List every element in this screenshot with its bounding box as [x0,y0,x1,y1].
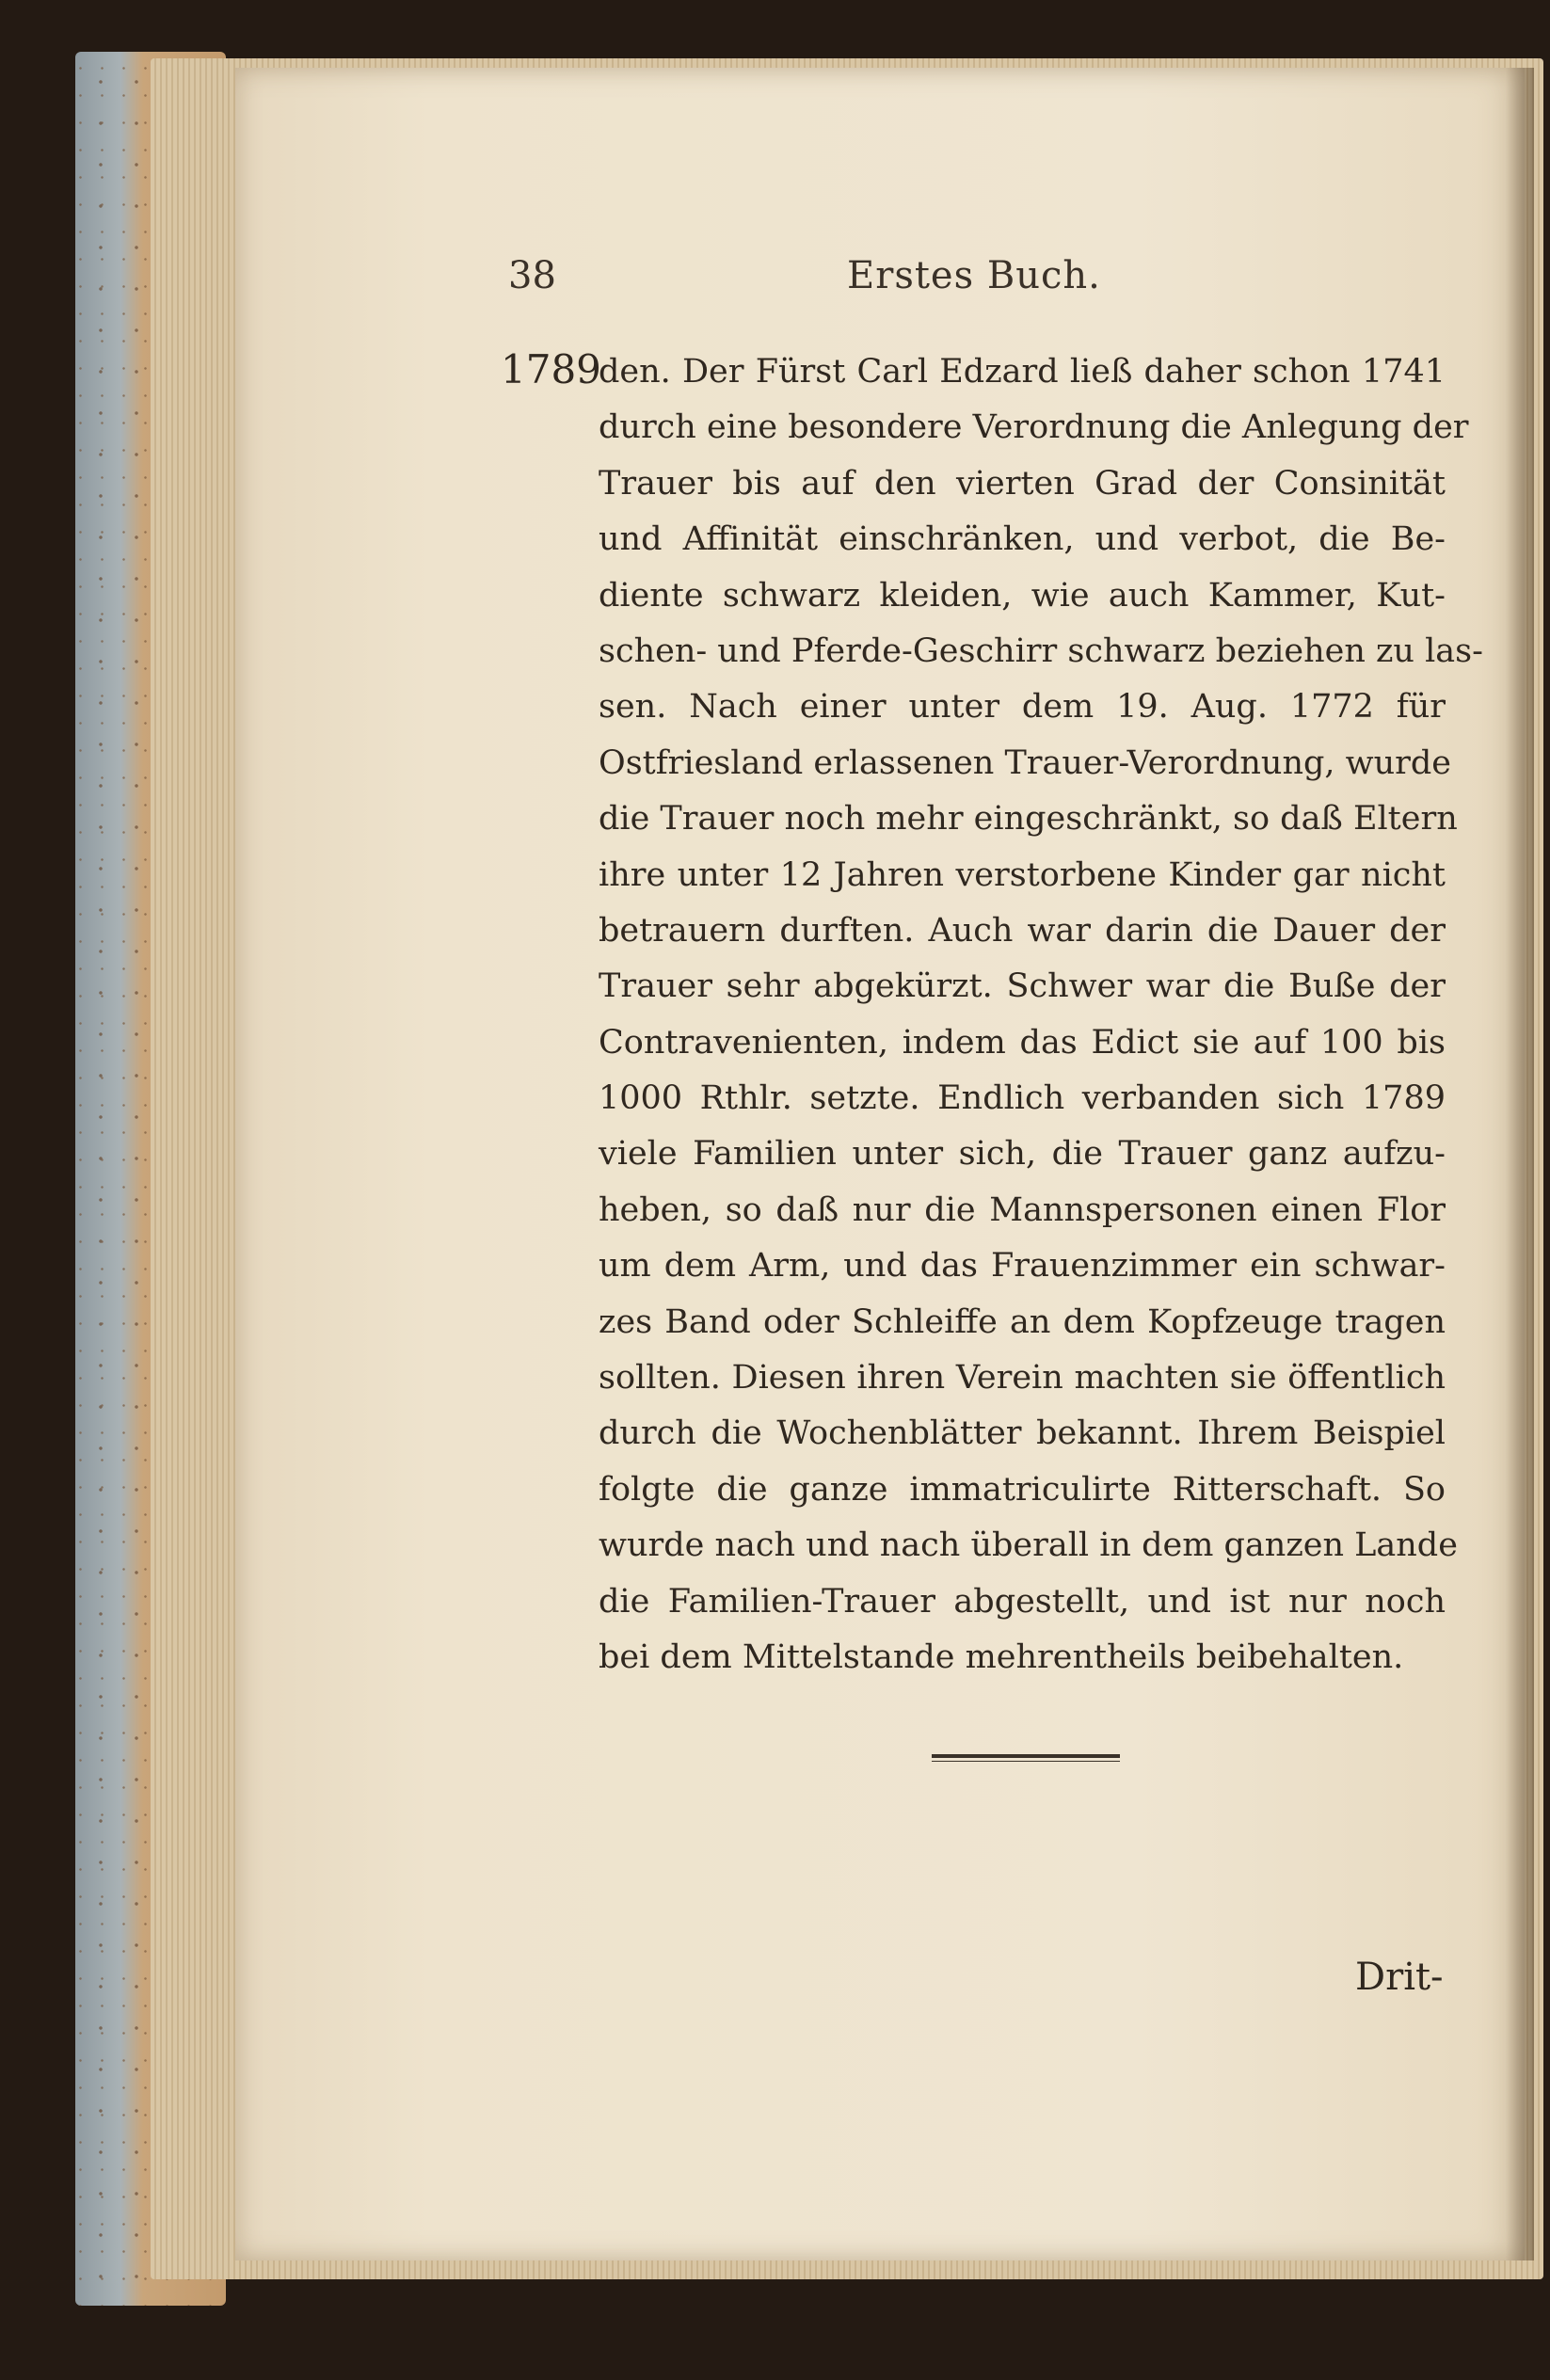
text-line: den. Der Fürst Carl Edzard ließ daher schon 1741 [599,353,1446,391]
text-line: folgte die ganze immatriculirte Ritterschaft. So [599,1470,1446,1509]
margin-year-note: 1789 [501,346,601,392]
text-line: die Trauer noch mehr eingeschränkt, so daß Eltern [599,800,1458,839]
text-line: viele Familien unter sich, die Trauer ganz aufzu- [599,1135,1446,1174]
text-line: um dem Arm, und das Frauenzimmer ein schwar- [599,1247,1446,1286]
text-line: zes Band oder Schleiffe an dem Kopfzeuge tragen [599,1302,1446,1341]
text-line: heben, so daß nur die Mannspersonen einen Flor [599,1190,1446,1229]
gutter-shadow [1506,68,1534,2260]
text-line: wurde nach und nach überall in dem ganzen Lande [599,1526,1458,1565]
text-line: schen- und Pferde-Geschirr schwarz beziehen zu las- [599,631,1483,670]
catchword: Drit- [1355,1956,1444,1999]
text-line: und Affinität einschränken, und verbot, die Be- [599,520,1446,559]
text-line: ihre unter 12 Jahren verstorbene Kinder gar nicht [599,855,1446,894]
text-line: Ostfriesland erlassenen Trauer-Verordnung, wurde [599,743,1452,782]
text-line: Trauer bis auf den vierten Grad der Consinität [599,464,1446,503]
section-rule [932,1754,1120,1762]
text-line: durch eine besondere Verordnung die Anlegung der [599,408,1469,447]
page-header [508,254,1186,320]
text-line: 1000 Rthlr. setzte. Endlich verbanden sich 1789 [599,1079,1446,1118]
text-line: sollten. Diesen ihren Verein machten sie öffentlich [599,1359,1446,1398]
running-head: Erstes Buch. [847,254,1101,297]
text-line: bei dem Mittelstande mehrentheils beibehalten. [599,1637,1404,1676]
text-line: sen. Nach einer unter dem 19. Aug. 1772 für [599,688,1446,727]
text-line: diente schwarz kleiden, wie auch Kammer, Kut- [599,576,1446,615]
text-line: die Familien-Trauer abgestellt, und ist nur noch [599,1582,1446,1621]
text-line: betrauern durften. Auch war darin die Dauer der [599,911,1446,950]
page-number: 38 [508,254,556,297]
body-paragraph [599,344,1483,1685]
text-line: Contravenienten, indem das Edict sie auf 100 bis [599,1023,1446,1062]
text-line: Trauer sehr abgekürzt. Schwer war die Buße der [599,967,1446,1006]
text-line: durch die Wochenblätter bekannt. Ihrem Beispiel [599,1414,1446,1453]
